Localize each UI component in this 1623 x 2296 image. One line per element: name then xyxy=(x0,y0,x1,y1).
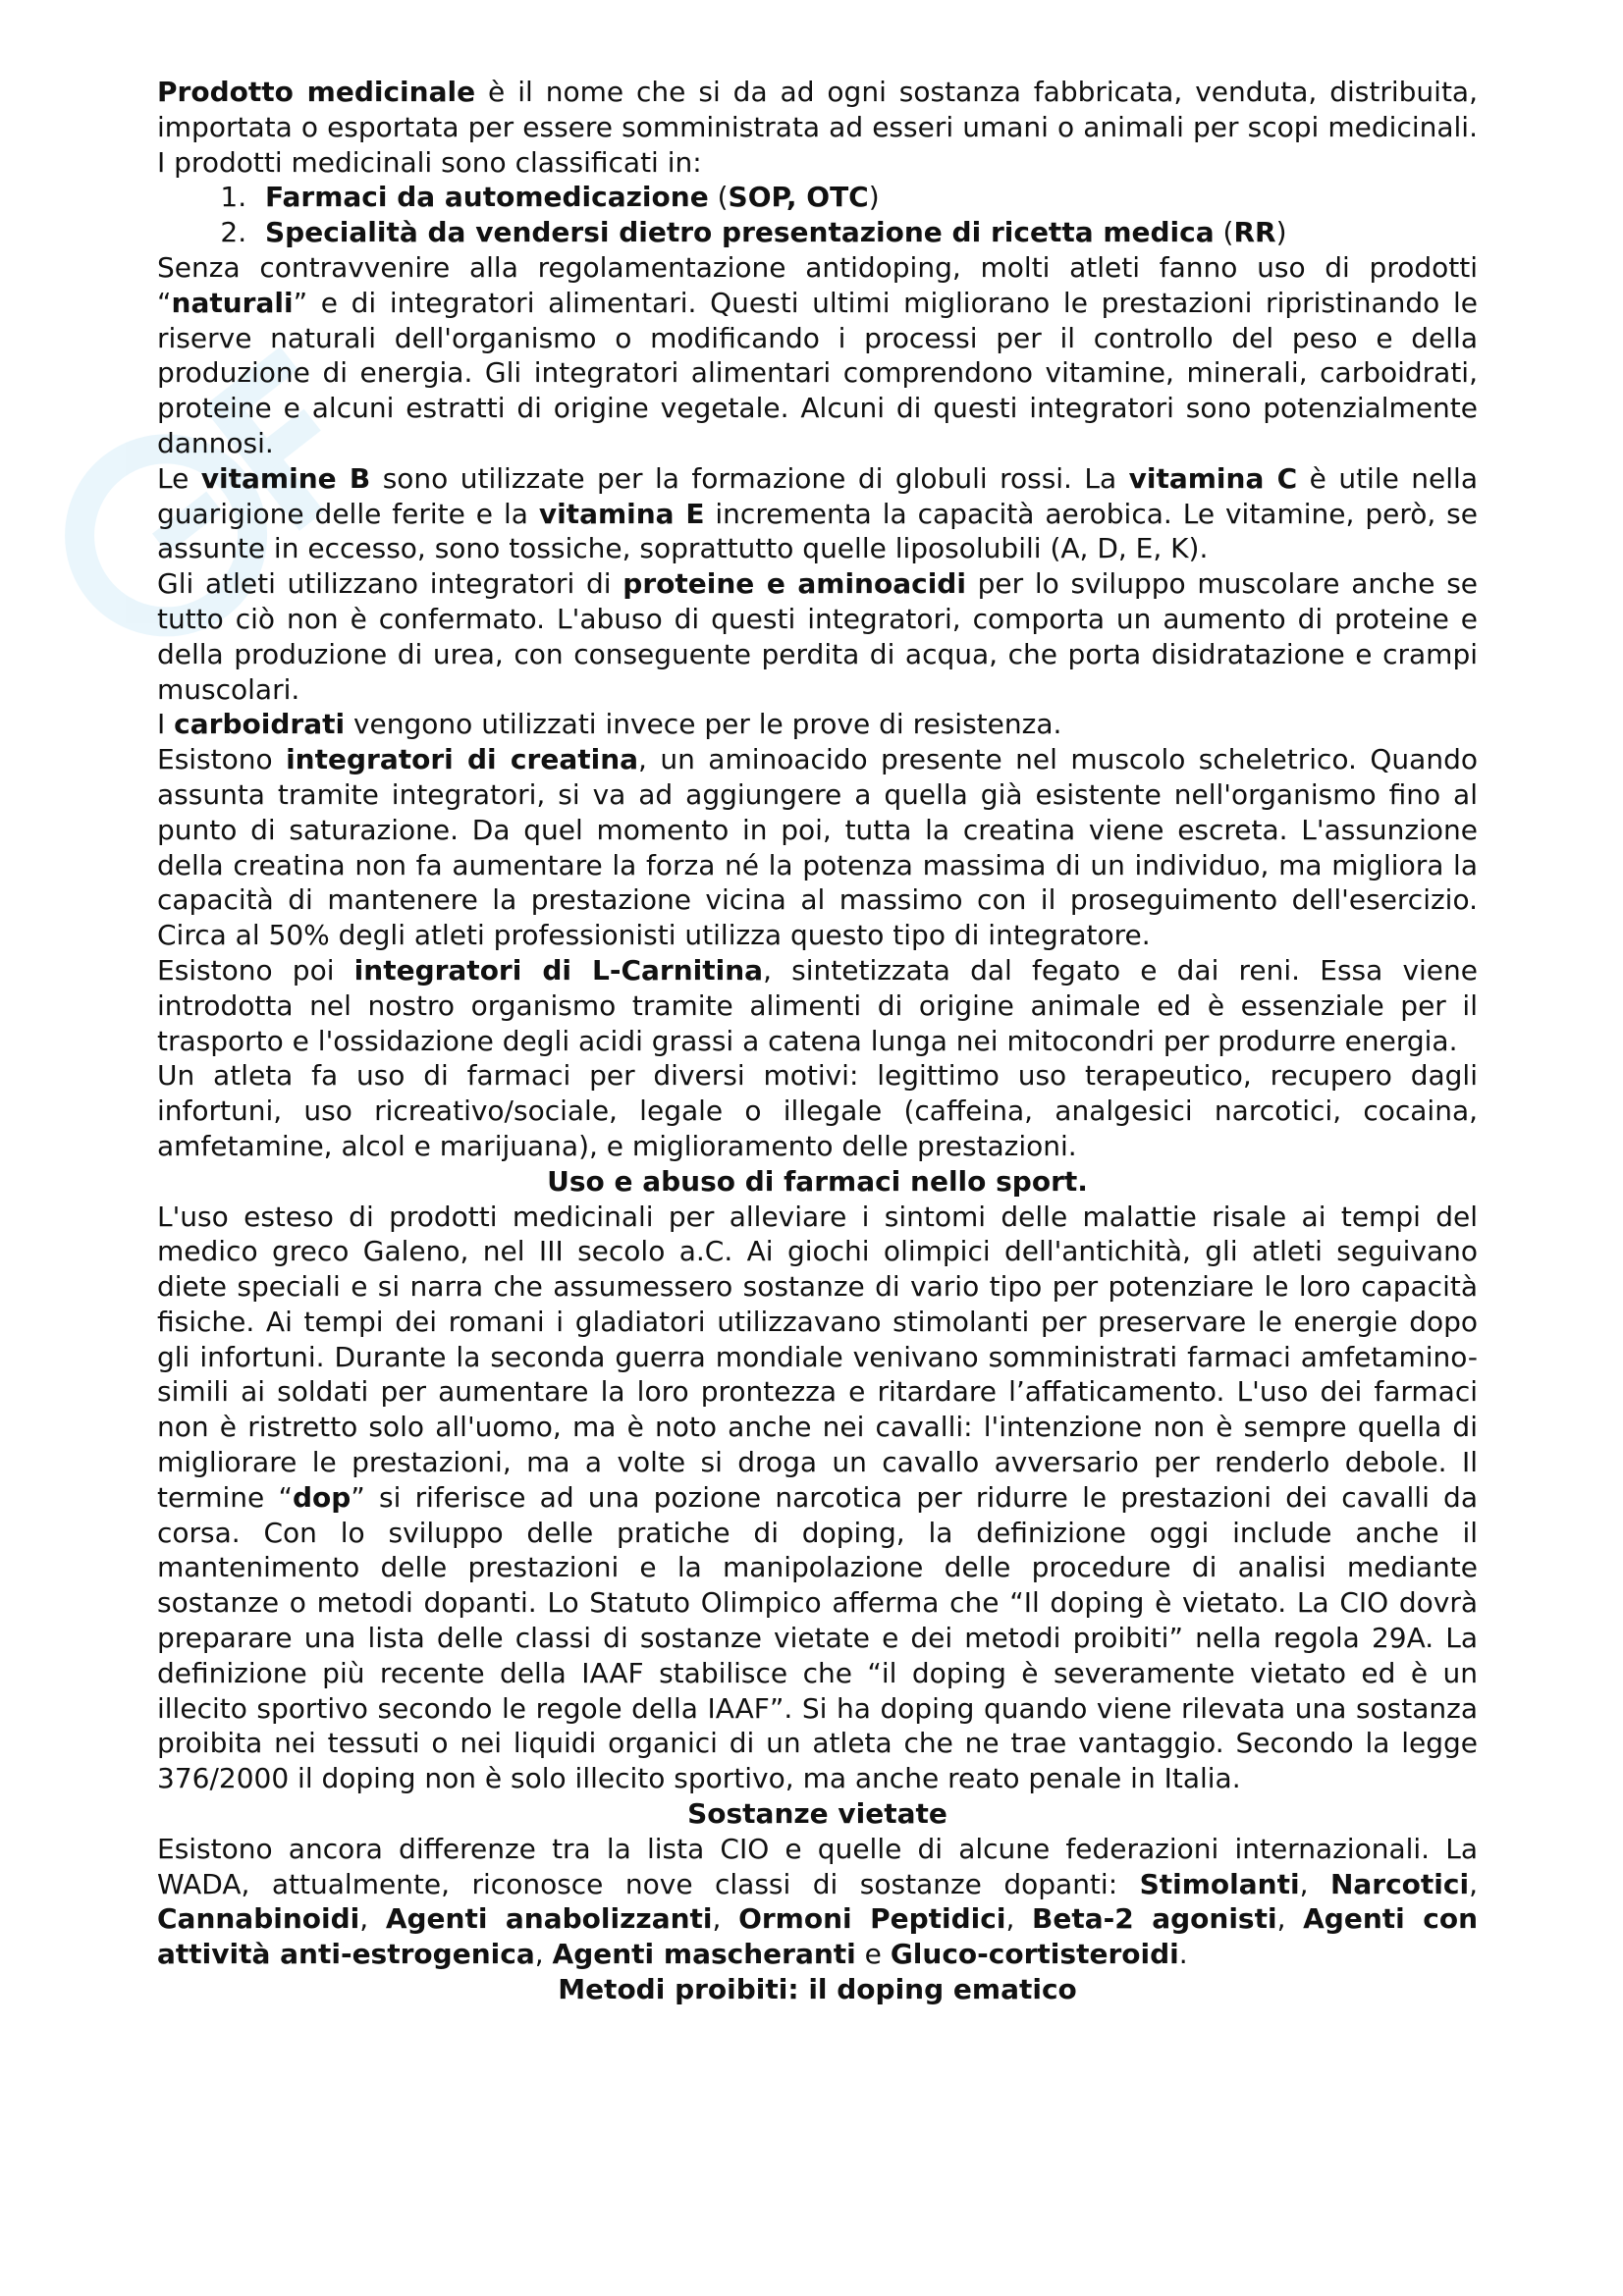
paragraph-vitamins: Le vitamine B sono utilizzate per la formazione di globuli rossi. La vitamina C è utile nella guarigione delle ferite e la vitamina E incrementa la capacità aerobica. Le vitamine, però, se assunte in eccesso, sono tossiche, soprattutto quelle liposolubili (A, D, E, K). xyxy=(157,461,1478,565)
classification-list xyxy=(157,180,1478,250)
paragraph-creatine: Esistono integratori di creatina, un aminoacido presente nel muscolo scheletrico. Quando assunta tramite integratori, si va ad aggiungere a quella già esistente nell'organismo fino al punto di saturazione. Da quel momento in poi, tutta la creatina viene escreta. L'assunzione della creatina non fa aumentare la forza né la potenza massima di un individuo, ma migliora la capacità di mantenere la prestazione vicina al massimo con il proseguimento dell'esercizio. Circa al 50% degli atleti professionisti utilizza questo tipo di integratore. xyxy=(157,743,1478,952)
paragraph-drug-reasons: Un atleta fa uso di farmaci per diversi motivi: legittimo uso terapeutico, recupero dagli infortuni, uso ricreativo/sociale, legale o illegale (caffeina, analgesici narcotici, cocaina, amfetamine, alcol e marijuana), e miglioramento delle prestazioni. xyxy=(157,1059,1478,1162)
intro-paragraph: Prodotto medicinale è il nome che si da ad ogni sostanza fabbricata, venduta, distribuita, importata o esportata per essere somministrata ad esseri umani o animali per scopi medicinali. I prodotti medicinali sono classificati in: xyxy=(157,76,1478,179)
paragraph-natural-products: Senza contravvenire alla regolamentazione antidoping, molti atleti fanno uso di prodotti “naturali” e di integratori alimentari. Questi ultimi migliorano le prestazioni ripristinando le riserve naturali dell'organismo o modificando i processi per il controllo del peso e della produzione di energia. Gli integratori alimentari comprendono vitamine, minerali, carboidrati, proteine e alcuni estratti di origine vegetale. Alcuni di questi integratori sono potenzialmente dannosi. xyxy=(157,250,1478,459)
paragraph-banned-substances: Esistono ancora differenze tra la lista CIO e quelle di alcune federazioni internazionali. La WADA, attualmente, riconosce nove classi di sostanze dopanti: Stimolanti, Narcotici, Cannabinoidi, Agenti anabolizzanti, Ormoni Peptidici, Beta-2 agonisti, Agenti con attività anti-estrogenica, Agenti mascheranti e Gluco-cortisteroidi. xyxy=(157,1832,1479,1971)
heading-use-abuse: Uso e abuso di farmaci nello sport. xyxy=(547,1164,1088,1198)
paragraph-carbohydrates: I carboidrati vengono utilizzati invece per le prove di resistenza. xyxy=(157,708,1062,741)
heading-prohibited-methods: Metodi proibiti: il doping ematico xyxy=(558,1973,1077,2006)
term-prodotto-medicinale: Prodotto medicinale xyxy=(157,76,476,108)
heading-banned-substances: Sostanze vietate xyxy=(687,1797,947,1831)
paragraph-proteins: Gli atleti utilizzano integratori di proteine e aminoacidi per lo sviluppo muscolare anche se tutto ciò non è confermato. L'abuso di questi integratori, comporta un aumento di proteine e della produzione di urea, con conseguente perdita di acqua, che porta disidratazione e crampi muscolari. xyxy=(157,567,1479,706)
paragraph-carnitine: Esistono poi integratori di L-Carnitina, sintetizzata dal fegato e dai reni. Essa viene introdotta nel nostro organismo tramite alimenti di origine animale ed è essenziale per il trasporto e l'ossidazione degli acidi grassi a catena lunga nei mitocondri per produrre energia. xyxy=(157,953,1478,1057)
list-item: 2. Specialità da vendersi dietro presentazione di ricetta medica (RR) xyxy=(255,215,1478,250)
list-item: 1. Farmaci da automedicazione (SOP, OTC) xyxy=(255,180,1478,215)
paragraph-history: L'uso esteso di prodotti medicinali per alleviare i sintomi delle malattie risale ai tempi del medico greco Galeno, nel III secolo a.C. Ai giochi olimpici dell'antichità, gli atleti seguivano diete speciali e si narra che assumessero sostanze di vario tipo per potenziare le loro capacità fisiche. Ai tempi dei romani i gladiatori utilizzavano stimolanti per preservare le energie dopo gli infortuni. Durante la seconda guerra mondiale venivano somministrati farmaci amfetamino-simili ai soldati per aumentare la loro prontezza e ritardare l’affaticamento. L'uso dei farmaci non è ristretto solo all'uomo, ma è noto anche nei cavalli: l'intenzione non è sempre quella di migliorare le prestazioni, ma a volte si droga un cavallo avversario per renderlo debole. Il termine “dop” si riferisce ad una pozione narcotica per ridurre le prestazioni dei cavalli da corsa. Con lo sviluppo delle pratiche di doping, la definizione oggi include anche il mantenimento delle prestazioni e la manipolazione delle procedure di analisi mediante sostanze o metodi dopanti. Lo Statuto Olimpico afferma che “Il doping è vietato. La CIO dovrà preparare una lista delle classi di sostanze vietate e dei metodi proibiti” nella regola 29A. La definizione più recente della IAAF stabilisce che “il doping è severamente vietato ed è un illecito sportivo secondo le regole della IAAF”. Si ha doping quando viene rilevata una sostanza proibita nei tessuti o nei liquidi organici di un atleta che ne trae vantaggio. Secondo la legge 376/2000 il doping non è solo illecito sportivo, ma anche reato penale in Italia. xyxy=(157,1200,1478,1795)
document-page xyxy=(157,75,1478,2007)
